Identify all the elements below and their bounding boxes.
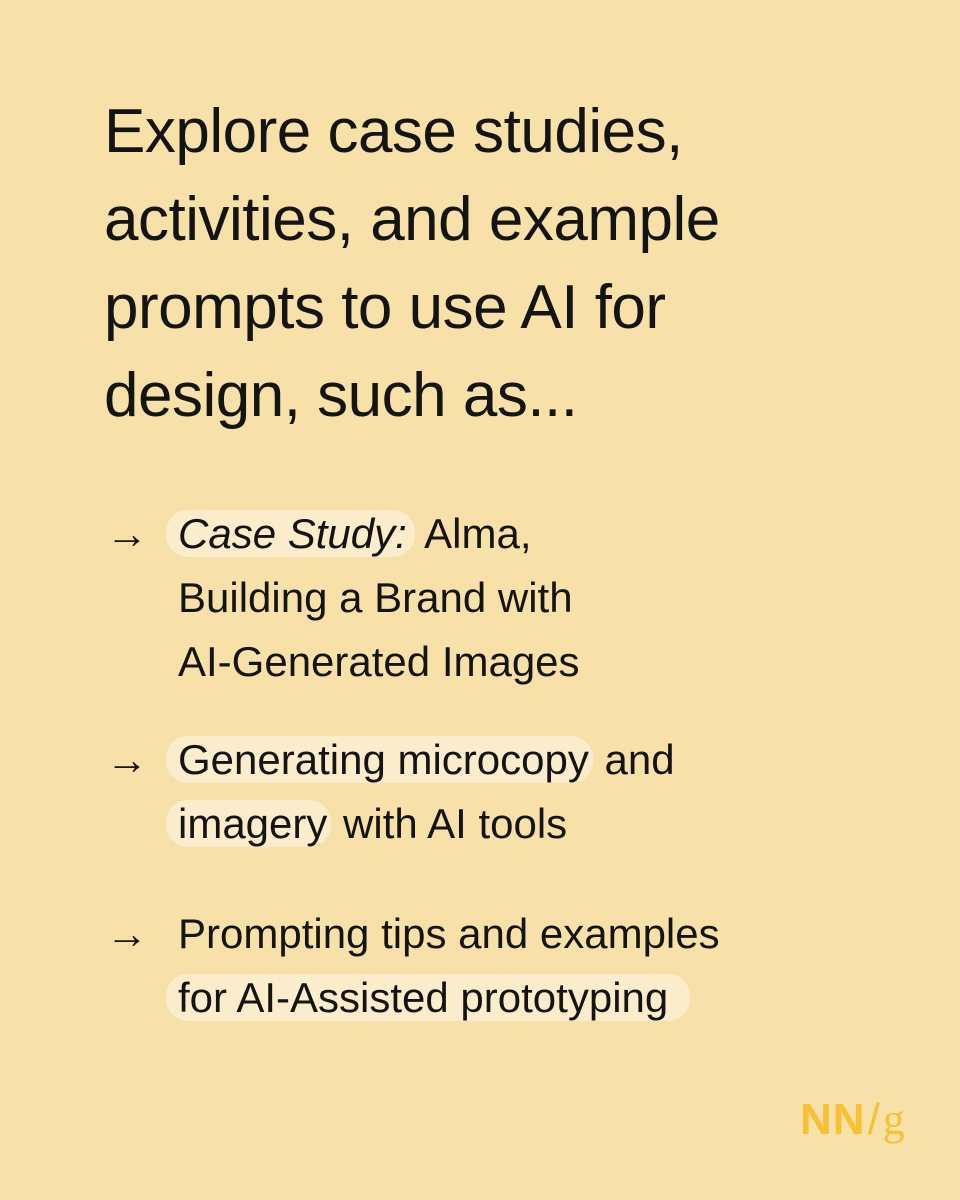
list-item-text: with AI tools — [331, 800, 568, 847]
list-item-text: and — [592, 736, 675, 783]
list-item-line: AI-Generated Images — [178, 638, 580, 685]
arrow-right-icon: → — [106, 910, 148, 957]
list-item-line — [178, 792, 675, 856]
highlight: Generating microcopy — [166, 736, 593, 783]
list-item-line: Prompting tips and examples — [178, 910, 720, 957]
list-item-line — [178, 966, 720, 1030]
logo-nn: NN — [800, 1095, 866, 1144]
nng-logo — [800, 1090, 906, 1150]
arrow-right-icon: → — [106, 510, 148, 557]
list-item-line — [178, 502, 580, 566]
highlight: for AI-Assisted prototyping — [166, 974, 690, 1021]
headline-line: prompts to use AI for — [104, 273, 666, 342]
headline-line: Explore case studies, — [104, 97, 683, 166]
headline — [104, 88, 864, 440]
headline-line: design, such as... — [104, 361, 578, 430]
list-item-text: Alma, — [414, 510, 532, 557]
arrow-right-icon: → — [106, 736, 148, 783]
highlight — [166, 510, 415, 557]
highlight: imagery — [166, 800, 331, 847]
headline-line: activities, and example — [104, 185, 720, 254]
list-item-line — [178, 728, 675, 792]
logo-g: g — [882, 1095, 906, 1144]
list-item-line: Building a Brand with — [178, 574, 573, 621]
logo-slash: / — [867, 1095, 881, 1144]
case-study-label: Case Study: — [178, 510, 407, 557]
